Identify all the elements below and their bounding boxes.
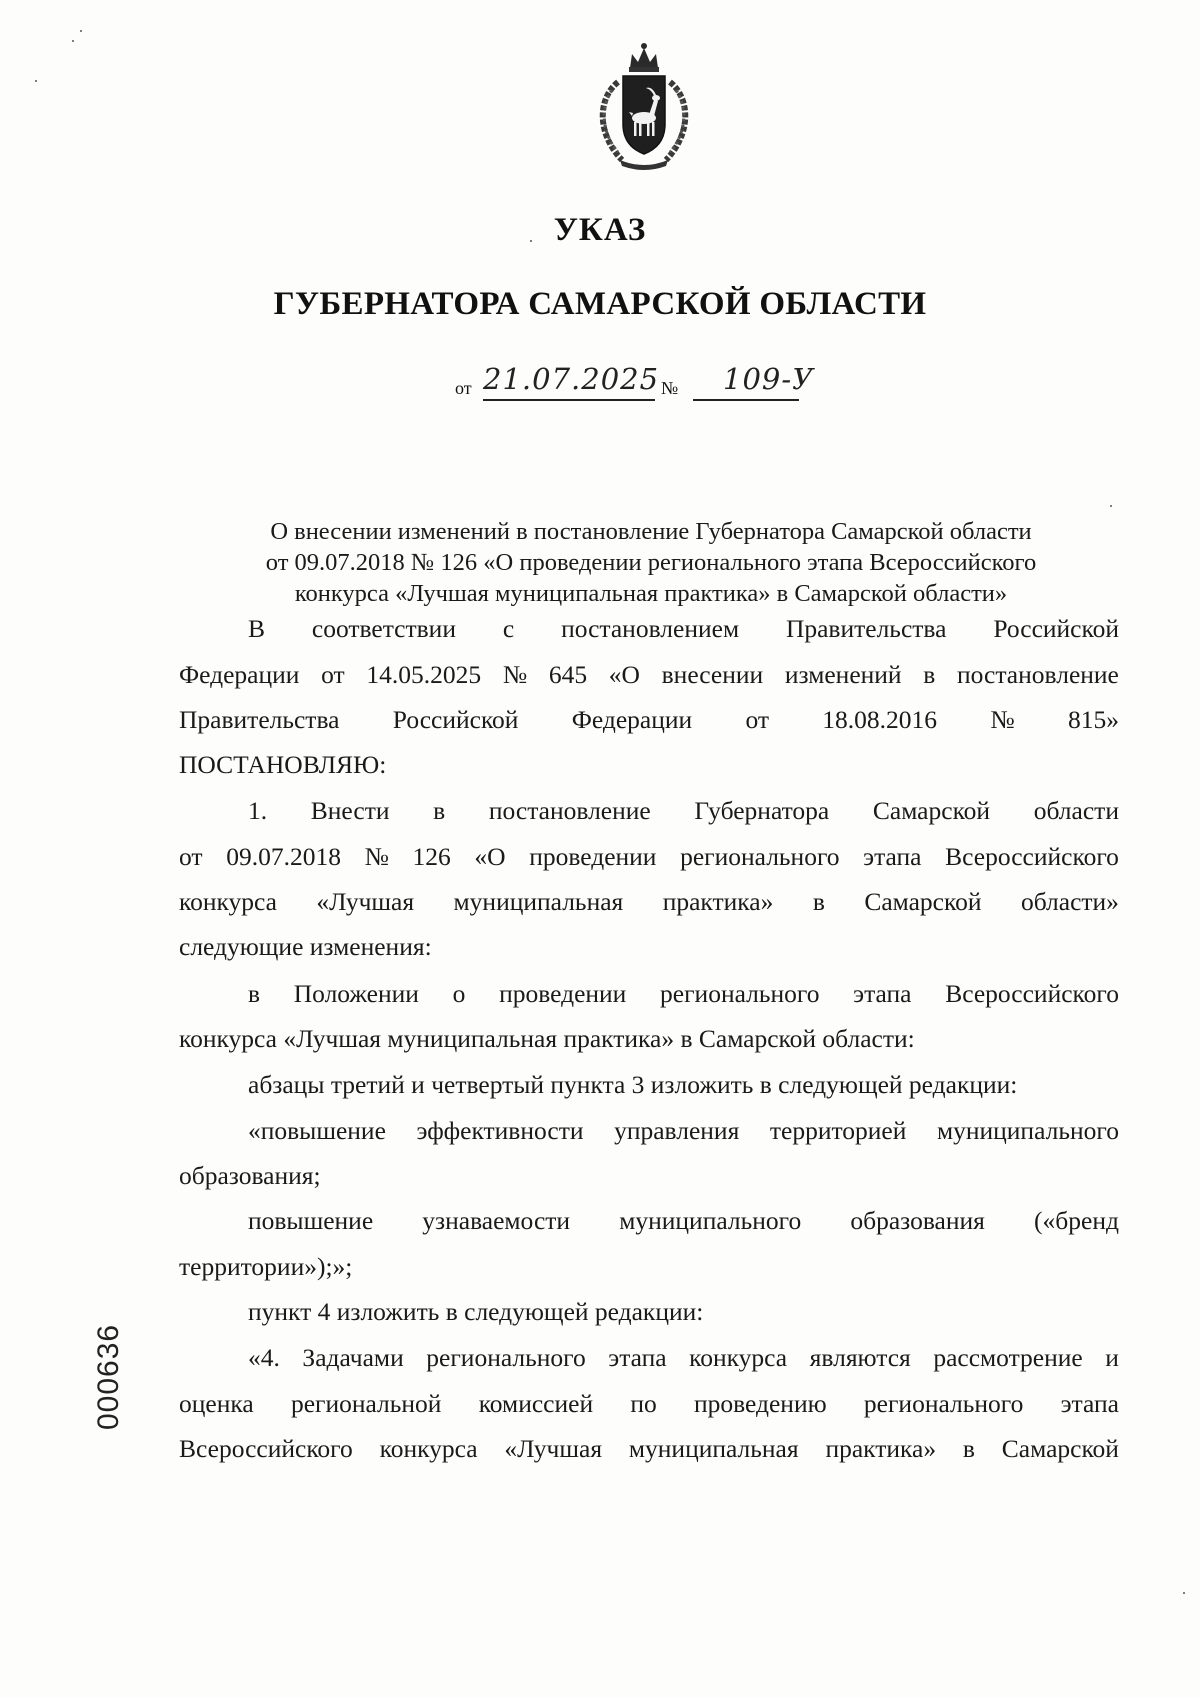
body-word: являются	[809, 1343, 911, 1372]
body-word: территорией	[769, 1116, 907, 1145]
body-word: №	[502, 660, 528, 689]
handwritten-number: 109-У	[723, 362, 815, 396]
date-number-line	[455, 364, 855, 404]
body-word: проведении	[529, 842, 657, 871]
body-word: узнаваемости	[422, 1206, 571, 1235]
body-word: «Лучшая	[504, 1434, 603, 1463]
body-word: в	[812, 887, 825, 916]
body-word: «О	[608, 660, 640, 689]
body-word: регионального	[863, 1389, 1024, 1418]
body-word: «Лучшая	[316, 887, 415, 916]
body-line: пункт 4 изложить в следующей редакции:	[248, 1297, 704, 1326]
subject-line: от 09.07.2018 № 126 «О проведении регионального этапа Всероссийского	[265, 549, 1037, 576]
body-line	[248, 614, 1119, 644]
decree-issuer: ГУБЕРНАТОРА САМАРСКОЙ ОБЛАСТИ	[273, 286, 927, 322]
decree-title: УКАЗ	[553, 212, 647, 248]
body-word: Всероссийского	[179, 1434, 353, 1463]
registration-number: 000636	[92, 1323, 125, 1430]
body-word: и	[1105, 1343, 1119, 1372]
body-word: эффективности	[416, 1116, 584, 1145]
body-word: региональной	[290, 1389, 442, 1418]
body-word: постановление	[488, 796, 651, 825]
body-word: изменений	[784, 660, 902, 689]
scan-speck	[1183, 1592, 1185, 1594]
body-word: практика»	[825, 1434, 937, 1463]
coat-of-arms-icon	[588, 38, 700, 172]
body-line: абзацы третий и четвертый пункта 3 изложить в следующей редакции:	[248, 1070, 1018, 1099]
body-word: оценка	[179, 1389, 254, 1418]
body-word: в	[962, 1434, 975, 1463]
body-word: («бренд	[1034, 1206, 1119, 1235]
body-word: рассмотрение	[933, 1343, 1083, 1372]
body-word: от	[179, 842, 203, 871]
body-line	[179, 705, 1119, 735]
body-line: образования;	[179, 1161, 321, 1190]
scan-speck	[80, 30, 82, 32]
body-word: муниципальная	[453, 887, 624, 916]
body-word: постановление	[957, 660, 1119, 689]
body-word: с	[502, 614, 515, 643]
body-word: Федерации	[571, 705, 693, 734]
body-line	[248, 1206, 1119, 1236]
body-line	[248, 1116, 1119, 1146]
scan-speck	[530, 240, 532, 242]
body-word: 1.	[248, 796, 268, 825]
body-word: Правительства	[179, 705, 340, 734]
body-word: 09.07.2018	[226, 842, 341, 871]
body-line	[248, 1343, 1119, 1373]
subject-line: конкурса «Лучшая муниципальная практика» в Самарской области»	[294, 580, 1008, 607]
decree-subject	[195, 516, 1107, 609]
body-word: 14.05.2025	[366, 660, 482, 689]
body-word: Внести	[310, 796, 390, 825]
body-word: регионального	[660, 979, 820, 1008]
body-word: регионального	[426, 1343, 586, 1372]
body-line	[248, 796, 1119, 826]
body-word: проведению	[694, 1389, 827, 1418]
subject-line: О внесении изменений в постановление Губернатора Самарской области	[270, 518, 1032, 545]
body-word: управления	[614, 1116, 740, 1145]
body-word: №	[364, 842, 389, 871]
body-word: конкурса	[179, 887, 277, 916]
body-word: Российской	[392, 705, 519, 734]
body-word: этапа	[863, 842, 922, 871]
scan-speck	[72, 40, 74, 42]
body-word: практика»	[662, 887, 774, 916]
body-word: конкурса	[689, 1343, 788, 1372]
body-word: Самарской	[1001, 1434, 1119, 1463]
scan-speck	[1110, 505, 1112, 507]
body-word: Правительства	[785, 614, 947, 643]
body-word: 645	[548, 660, 588, 689]
body-word: по	[630, 1389, 657, 1418]
body-word: Самарской	[872, 796, 991, 825]
body-word: этапа	[1060, 1389, 1119, 1418]
body-word: «4.	[248, 1343, 280, 1372]
body-word: от	[321, 660, 345, 689]
body-line	[179, 1389, 1119, 1419]
date-prefix: от	[455, 378, 472, 398]
body-word: конкурса	[379, 1434, 478, 1463]
body-word: в	[923, 660, 936, 689]
body-word: «повышение	[248, 1116, 386, 1145]
body-word: 126	[412, 842, 451, 871]
body-line: следующие изменения:	[179, 932, 432, 961]
body-word: Всероссийского	[945, 979, 1119, 1008]
body-word: 18.08.2016	[822, 705, 938, 734]
body-word: внесении	[661, 660, 764, 689]
body-word: Российской	[993, 614, 1119, 643]
body-word: №	[990, 705, 1015, 734]
body-word: в	[433, 796, 446, 825]
body-word: муниципального	[936, 1116, 1119, 1145]
body-line: конкурса «Лучшая муниципальная практика» в Самарской области:	[179, 1024, 915, 1053]
body-word: «О	[474, 842, 506, 871]
body-word: от	[745, 705, 769, 734]
body-word: комиссией	[478, 1389, 594, 1418]
body-word: муниципальная	[628, 1434, 799, 1463]
body-line	[179, 887, 1119, 917]
body-word: Положении	[293, 979, 419, 1008]
body-word: этапа	[608, 1343, 667, 1372]
body-word: Федерации	[179, 660, 300, 689]
body-word: 815»	[1067, 705, 1119, 734]
number-underline	[693, 399, 799, 401]
date-underline	[483, 399, 655, 401]
body-word: о	[452, 979, 466, 1008]
body-word: постановлением	[561, 614, 740, 643]
body-word: этапа	[853, 979, 912, 1008]
body-word: повышение	[248, 1206, 374, 1235]
body-word: Всероссийского	[945, 842, 1119, 871]
body-word: соответствии	[311, 614, 456, 643]
body-word: области	[1033, 796, 1119, 825]
body-line	[179, 842, 1119, 872]
body-line: территории»);»;	[179, 1252, 353, 1281]
body-word: Самарской	[864, 887, 982, 916]
scan-speck	[35, 80, 37, 82]
body-word: в	[248, 979, 261, 1008]
body-line	[179, 660, 1119, 690]
body-line: ПОСТАНОВЛЯЮ:	[179, 750, 387, 779]
number-prefix: №	[661, 378, 679, 398]
body-line	[248, 979, 1119, 1009]
body-word: проведении	[499, 979, 627, 1008]
body-word: муниципального	[619, 1206, 802, 1235]
body-word: области»	[1020, 887, 1119, 916]
body-word: Задачами	[302, 1343, 404, 1372]
body-word: образования	[850, 1206, 985, 1235]
body-word: Губернатора	[694, 796, 830, 825]
body-word: В	[248, 614, 266, 643]
body-word: регионального	[680, 842, 840, 871]
body-line	[179, 1434, 1119, 1464]
handwritten-date: 21.07.2025	[483, 362, 660, 396]
